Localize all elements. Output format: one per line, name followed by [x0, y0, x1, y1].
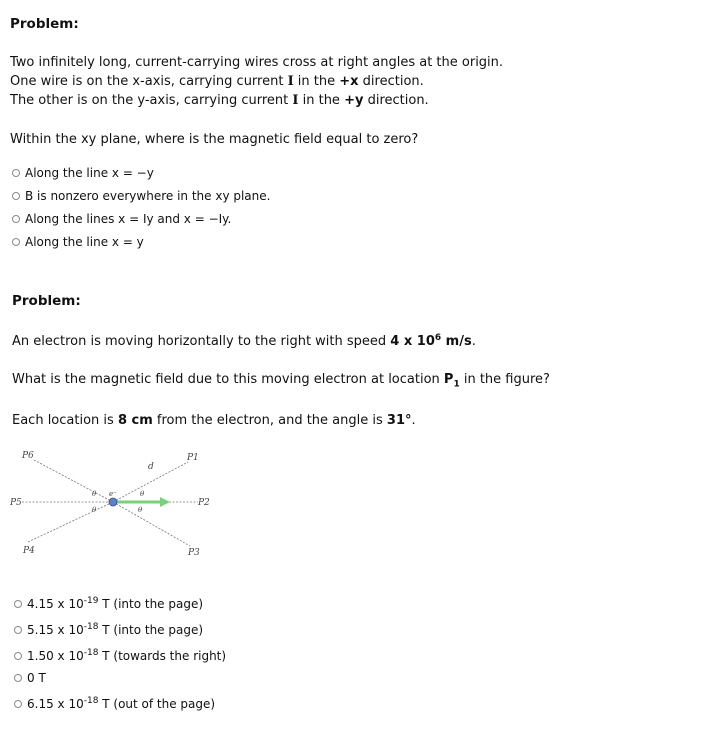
problem2-line2: What is the magnetic field due to this moving electron at location $P_1$ in the figure? [12, 372, 550, 390]
problem1-option-4[interactable]: Along the line x = y [12, 234, 718, 250]
problem2-option-2[interactable]: 5.15 x $10^{-18}$ T (into the page) [14, 622, 718, 638]
problem1-line1: Two infinitely long, current-carrying wires cross at right angles at the origin. [10, 55, 504, 70]
problem1-heading: Problem: [10, 16, 79, 32]
radio-icon[interactable] [12, 192, 20, 200]
problem2-line1: An electron is moving horizontally to the right with speed 4 x $10^6$ m/s. [12, 333, 476, 349]
problem2-option-5[interactable]: 6.15 x $10^{-18}$ T (out of the page) [14, 696, 718, 712]
radio-icon[interactable] [14, 626, 22, 634]
line-to-p3 [113, 502, 190, 546]
radio-icon[interactable] [14, 600, 22, 608]
problem1-option-1[interactable]: Along the line x = −y [12, 165, 718, 181]
problem2-option-3[interactable]: 1.50 x $10^{-18}$ T (towards the right) [14, 648, 718, 664]
problem2-option-4[interactable]: 0 T [14, 670, 718, 686]
theta-lower-left: θ [92, 506, 97, 514]
radio-icon[interactable] [12, 238, 20, 246]
problem2-line3: Each location is 8 cm from the electron, and the angle is 31°. [12, 413, 416, 428]
problem1-option-3[interactable]: Along the lines x = Iy and x = −Iy. [12, 211, 718, 227]
radio-icon[interactable] [14, 700, 22, 708]
problem2-option-1[interactable]: 4.15 x $10^{-19}$ T (into the page) [14, 596, 718, 612]
radio-icon[interactable] [14, 652, 22, 660]
problem2-heading: Problem: [12, 293, 81, 309]
theta-upper-left: θ [92, 490, 97, 498]
theta-upper-right: θ [140, 490, 145, 498]
problem1-question: Within the xy plane, where is the magnetic field equal to zero? [10, 132, 419, 147]
label-p2: P2 [198, 498, 210, 508]
velocity-arrowhead [160, 497, 170, 507]
radio-icon[interactable] [12, 215, 20, 223]
label-p1: P1 [187, 453, 199, 463]
electron-figure [8, 446, 218, 566]
line-to-p4 [28, 502, 113, 542]
theta-lower-right: θ [138, 506, 143, 514]
label-p4: P4 [23, 546, 35, 556]
radio-icon[interactable] [14, 674, 22, 682]
electron [109, 498, 117, 506]
label-p3: P3 [188, 548, 200, 558]
label-electron: e⁻ [109, 490, 117, 498]
radio-icon[interactable] [12, 169, 20, 177]
problem1-option-2[interactable]: B is nonzero everywhere in the xy plane. [12, 188, 718, 204]
problem1-line2: One wire is on the x-axis, carrying current I in the +x direction. [10, 74, 424, 89]
label-p5: P5 [10, 498, 22, 508]
problem1-line3: The other is on the y-axis, carrying current I in the +y direction. [10, 93, 429, 108]
label-d: d [148, 462, 154, 472]
label-p6: P6 [22, 451, 34, 461]
line-to-p6 [34, 460, 113, 502]
